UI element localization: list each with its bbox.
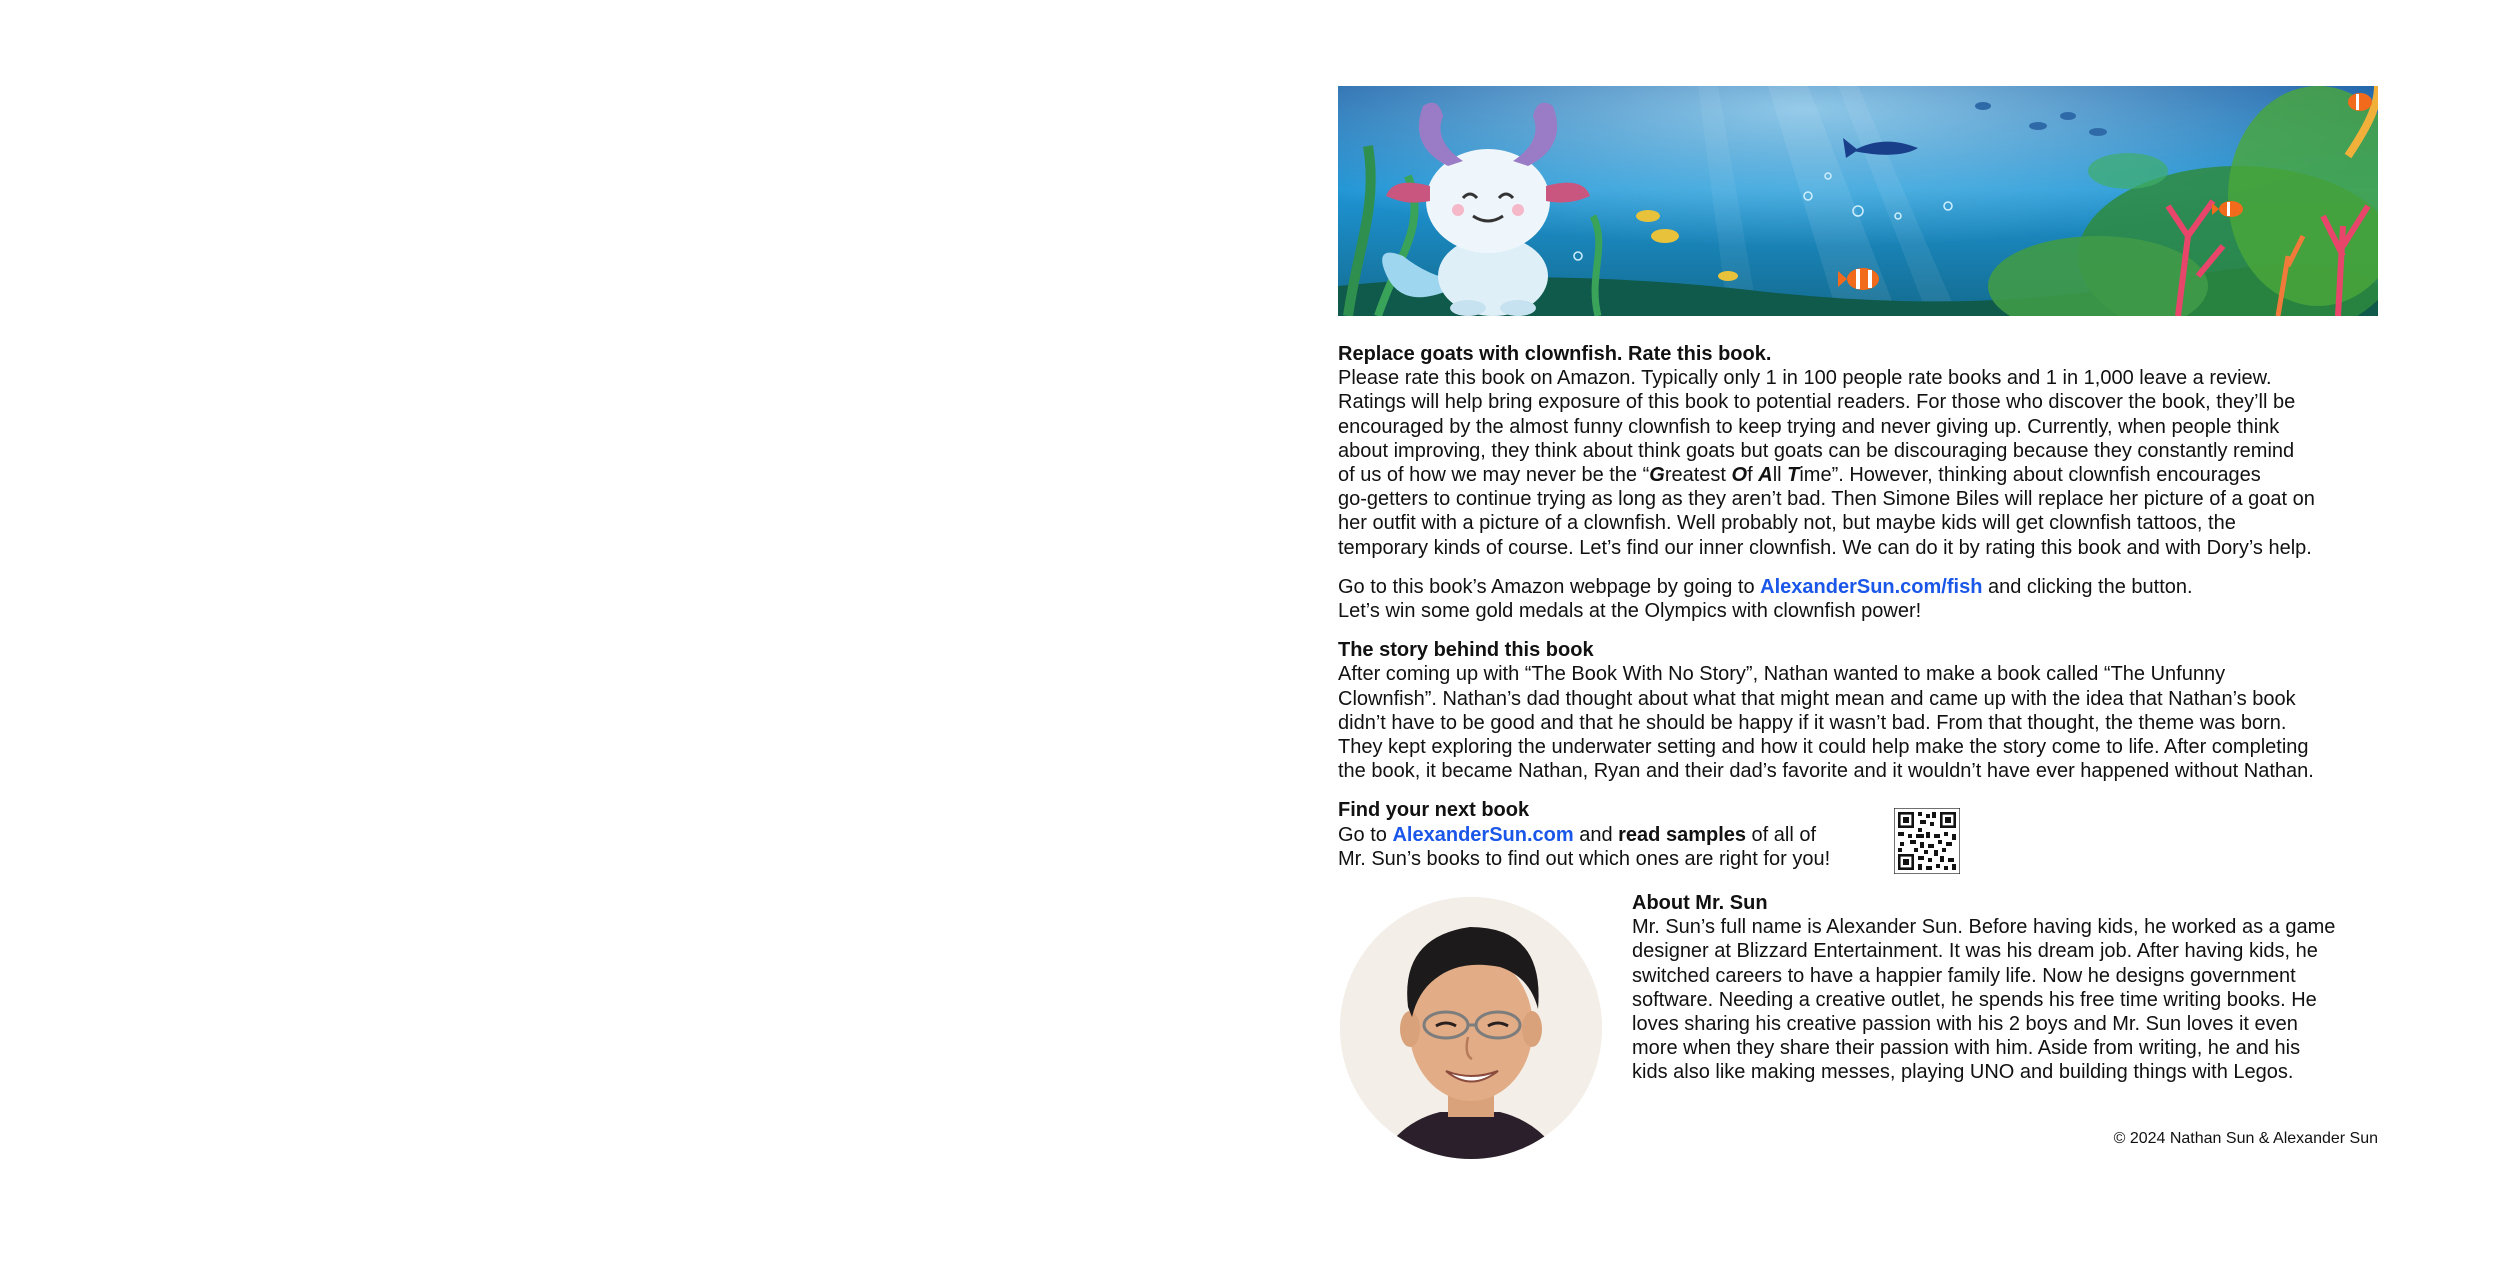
text-span: ll bbox=[1772, 464, 1788, 487]
text-span: f bbox=[1747, 464, 1759, 487]
goat-acronym-line bbox=[1338, 463, 2382, 487]
text-span: Go to this book’s Amazon webpage by going to bbox=[1338, 575, 1761, 598]
text-span: ”. However, thinking about clownfish encourages bbox=[1831, 464, 2261, 487]
acronym-letter: G bbox=[1649, 464, 1665, 487]
bold-text: read samples bbox=[1618, 823, 1746, 846]
qr-code-icon[interactable] bbox=[1894, 808, 1960, 874]
story-section bbox=[1338, 638, 2382, 783]
text-span: ime bbox=[1799, 464, 1832, 487]
body-line: didn’t have to be good and that he should be happy if it wasn’t bad. From that thought, the theme was born. bbox=[1338, 711, 2287, 734]
body-line: Let’s win some gold medals at the Olympics with clownfish power! bbox=[1338, 600, 1922, 623]
rate-book-body bbox=[1338, 366, 2382, 560]
rate-book-title: Replace goats with clownfish. Rate this book. bbox=[1338, 343, 1772, 365]
amazon-link[interactable]: AlexanderSun.com/fish bbox=[1760, 575, 1983, 598]
body-line: They kept exploring the underwater setting and how it could help make the story come to life. After completing bbox=[1338, 736, 2309, 759]
website-link[interactable]: AlexanderSun.com bbox=[1392, 823, 1574, 846]
next-book-section bbox=[1338, 798, 2382, 871]
text-span: of us of how we may never be the “ bbox=[1338, 464, 1650, 487]
banner-illustration bbox=[1338, 86, 2378, 316]
body-line: more when they share their passion with him. Aside from writing, he and his bbox=[1632, 1037, 2301, 1060]
body-line: go-getters to continue trying as long as they aren’t bad. Then Simone Biles will replace her picture of a goat on bbox=[1338, 488, 2315, 511]
body-line: her outfit with a picture of a clownfish. Well probably not, but maybe kids will get clownfish tattoos, the bbox=[1338, 512, 2236, 535]
rate-book-section bbox=[1338, 342, 2382, 560]
story-body bbox=[1338, 662, 2382, 783]
body-line: kids also like making messes, playing UNO and building things with Legos. bbox=[1632, 1061, 2294, 1084]
amazon-link-section bbox=[1338, 575, 2382, 623]
body-line: Ratings will help bring exposure of this book to potential readers. For those who discover the book, they’ll be bbox=[1338, 391, 2296, 414]
next-book-body bbox=[1338, 823, 2382, 871]
body-line: loves sharing his creative passion with his 2 boys and Mr. Sun loves it even bbox=[1632, 1013, 2298, 1036]
body-line: about improving, they think about think goats but goats can be discouraging because they constantly remind bbox=[1338, 439, 2295, 462]
body-line: software. Needing a creative outlet, he spends his free time writing books. He bbox=[1632, 988, 2317, 1011]
body-line: encouraged by the almost funny clownfish to keep trying and never giving up. Currently, when people think bbox=[1338, 415, 2280, 438]
about-body bbox=[1632, 915, 2372, 1084]
underwater-scene-image bbox=[1338, 86, 2378, 316]
text-span: Go to bbox=[1338, 823, 1393, 846]
amazon-link-line bbox=[1338, 575, 2382, 599]
author-photo-avatar bbox=[1340, 897, 1602, 1159]
text-span: and bbox=[1573, 823, 1619, 846]
acronym-letter: T bbox=[1787, 464, 1800, 487]
next-book-title: Find your next book bbox=[1338, 799, 1530, 822]
body-line: Mr. Sun’s books to find out which ones are right for you! bbox=[1338, 847, 1831, 870]
body-line: designer at Blizzard Entertainment. It was his dream job. After having kids, he bbox=[1632, 940, 2318, 963]
story-title: The story behind this book bbox=[1338, 639, 1594, 662]
about-author-section bbox=[1338, 892, 2382, 1157]
body-line: Mr. Sun’s full name is Alexander Sun. Before having kids, he worked as a game bbox=[1632, 916, 2336, 939]
body-line: After coming up with “The Book With No Story”, Nathan wanted to make a book called “The Unfunny bbox=[1338, 663, 2226, 686]
about-author-text bbox=[1632, 891, 2372, 1085]
next-book-line bbox=[1338, 823, 2382, 847]
body-line: the book, it became Nathan, Ryan and their dad’s favorite and it wouldn’t have ever happened without Nathan. bbox=[1338, 760, 2314, 783]
about-title: About Mr. Sun bbox=[1632, 892, 1768, 915]
text-span: reatest bbox=[1664, 464, 1732, 487]
copyright-notice: © 2024 Nathan Sun & Alexander Sun bbox=[2113, 1130, 2378, 1148]
text-span: of all of bbox=[1746, 823, 1817, 846]
body-line: Please rate this book on Amazon. Typically only 1 in 100 people rate books and 1 in 1,000 leave a review. bbox=[1338, 367, 2272, 390]
body-line: switched careers to have a happier family life. Now he designs government bbox=[1632, 964, 2296, 987]
body-line: Clownfish”. Nathan’s dad thought about what that might mean and came up with the idea that Nathan’s book bbox=[1338, 687, 2296, 710]
acronym-letter: A bbox=[1758, 464, 1773, 487]
acronym-letter: O bbox=[1731, 464, 1748, 487]
text-span: and clicking the button. bbox=[1982, 575, 2193, 598]
body-line: temporary kinds of course. Let’s find our inner clownfish. We can do it by rating this book and with Dory’s help. bbox=[1338, 536, 2312, 559]
book-back-page bbox=[1338, 86, 2382, 1157]
